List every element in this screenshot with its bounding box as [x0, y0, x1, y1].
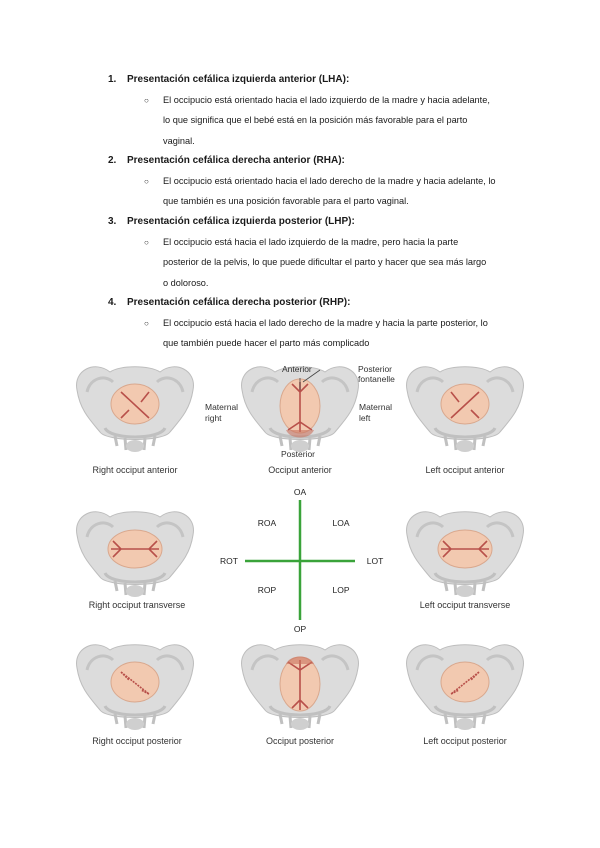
- quadrant-label-lop: LOP: [332, 585, 350, 595]
- quadrant-label-loa: LOA: [332, 518, 350, 528]
- list-item-number: 1.: [108, 74, 117, 85]
- list-item-text-line: vaginal.: [163, 135, 195, 146]
- list-item-text-line: que también puede hacer el parto más complicado: [163, 338, 370, 348]
- list-item-text-line: o doloroso.: [163, 277, 209, 288]
- label-maternal-left: [359, 402, 392, 424]
- label-maternal-right: [205, 402, 238, 424]
- pelvis-lop: [407, 645, 524, 730]
- list-item-text-line: lo que significa que el bebé está en la posición más favorable para el parto: [163, 115, 468, 125]
- list-item-text-line: El occipucio está hacia el lado izquierdo de la madre, pero hacia la parte: [163, 236, 459, 247]
- label-posterior: Posterior: [281, 449, 316, 459]
- pelvis-loa: [407, 367, 524, 452]
- list-item-text-line: El occipucio está hacia el lado derecho de la madre y hacia la parte posterior, lo: [163, 317, 488, 328]
- label-posterior-fontanelle-1: Posterior: [358, 364, 393, 374]
- caption-lot: Left occiput transverse: [419, 600, 511, 610]
- caption-lop: Left occiput posterior: [423, 736, 507, 746]
- label-posterior-fontanelle: [358, 364, 395, 384]
- quadrant-label-rop: ROP: [257, 585, 277, 595]
- caption-roa: Right occiput anterior: [92, 465, 178, 475]
- axis-label-oa: OA: [293, 487, 307, 497]
- list-item-title: Presentación cefálica derecha anterior (RHA):: [127, 155, 345, 166]
- fetal-position-diagram: [0, 360, 600, 760]
- bullet-icon: ○: [144, 237, 149, 247]
- diagram-svg: [0, 360, 600, 760]
- list-item-title: Presentación cefálica derecha posterior (RHP):: [127, 297, 351, 308]
- axis-label-lot: LOT: [366, 556, 384, 566]
- pelvis-lot: [407, 512, 524, 597]
- label-maternal-right-2: right: [205, 413, 222, 423]
- label-anterior: Anterior: [282, 364, 312, 374]
- pelvis-roa: [77, 367, 194, 452]
- caption-op: Occiput posterior: [265, 736, 335, 746]
- pelvis-op: [242, 645, 359, 730]
- list-item-number: 4.: [108, 297, 117, 308]
- caption-rop: Right occiput posterior: [92, 736, 182, 746]
- caption-loa: Left occiput anterior: [425, 465, 505, 475]
- list-item-number: 2.: [108, 155, 117, 166]
- list-item-title: Presentación cefálica izquierda anterior (LHA):: [127, 74, 350, 85]
- axis-label-rot: ROT: [220, 556, 238, 566]
- list-item-text-line: El occipucio está orientado hacia el lado izquierdo de la madre y hacia adelante,: [163, 94, 490, 105]
- list-item-text-line: que también es una posición favorable para el parto vaginal.: [163, 196, 409, 206]
- quadrant-label-roa: ROA: [257, 518, 277, 528]
- pelvis-rot: [77, 512, 194, 597]
- list-item-text-line: El occipucio está orientado hacia el lado derecho de la madre y hacia adelante, lo: [163, 175, 496, 186]
- list-item-text-line: posterior de la pelvis, lo que puede dificultar el parto y hacer que sea más largo: [163, 257, 487, 267]
- bullet-icon: ○: [144, 95, 149, 105]
- caption-rot: Right occiput transverse: [88, 600, 186, 610]
- caption-oa: Occiput anterior: [268, 465, 332, 475]
- list-item-number: 3.: [108, 216, 117, 227]
- bullet-icon: ○: [144, 318, 149, 328]
- list-item-title: Presentación cefálica izquierda posterior (LHP):: [127, 216, 355, 227]
- label-maternal-left-2: left: [359, 413, 371, 423]
- pelvis-rop: [77, 645, 194, 730]
- bullet-icon: ○: [144, 176, 149, 186]
- label-posterior-fontanelle-2: fontanelle: [358, 374, 395, 384]
- axis-label-op: OP: [293, 624, 307, 634]
- label-maternal-left-1: Maternal: [359, 402, 393, 412]
- label-maternal-right-1: Maternal: [205, 402, 239, 412]
